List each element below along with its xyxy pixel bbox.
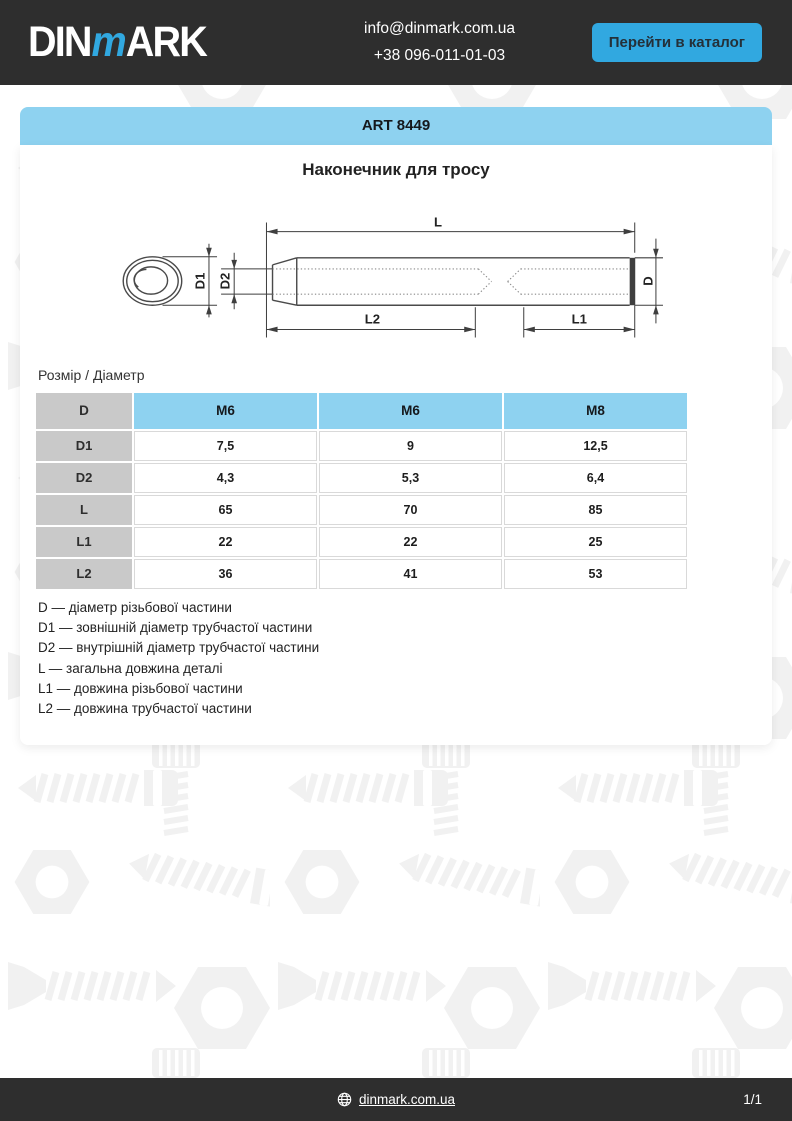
legend-line-L: L — загальна довжина деталі	[38, 660, 223, 676]
hidden-bore-lines	[273, 269, 630, 294]
dim-label-D2: D2	[217, 272, 233, 290]
table-value: 25	[504, 527, 687, 557]
table-value: 9	[319, 431, 502, 461]
footer-site-text: dinmark.com.ua	[358, 1092, 456, 1107]
table-value: 65	[134, 495, 317, 525]
row-label: D2	[36, 463, 132, 493]
table-value: 22	[319, 527, 502, 557]
side-view-body	[273, 258, 630, 305]
dim-label-L: L	[433, 214, 442, 230]
dim-label-L2: L2	[364, 311, 381, 327]
page-indicator: 1/1	[743, 1092, 762, 1107]
row-label: L1	[36, 527, 132, 557]
dimension-arrows	[206, 229, 659, 333]
globe-icon	[337, 1092, 352, 1107]
product-card	[20, 145, 772, 745]
row-label: D1	[36, 431, 132, 461]
logo-m-glyph: m	[91, 18, 125, 66]
table-value: 7,5	[134, 431, 317, 461]
go-to-catalog-button[interactable]: Перейти в каталог	[592, 23, 762, 62]
dinmark-logo	[28, 17, 206, 67]
product-title: Наконечник для тросу	[302, 160, 490, 179]
legend-line-L2: L2 — довжина трубчастої частини	[38, 701, 252, 717]
header-bar	[0, 0, 792, 85]
dim-label-D1: D1	[192, 272, 208, 290]
table-value: 53	[504, 559, 687, 589]
footer-bar	[0, 1078, 792, 1121]
logo-part-din: DIN	[28, 18, 91, 66]
contact-block	[312, 15, 567, 69]
table-header-cell: M8	[504, 393, 687, 429]
dim-label-D: D	[640, 276, 656, 286]
table-header-cell: M6	[319, 393, 502, 429]
table-value: 36	[134, 559, 317, 589]
article-banner: ART 8449	[20, 107, 772, 145]
logo-part-ark: ARK	[125, 18, 206, 66]
table-value: 6,4	[504, 463, 687, 493]
table-value: 12,5	[504, 431, 687, 461]
row-label: L	[36, 495, 132, 525]
dimension-lines	[163, 223, 663, 338]
dim-label-L1: L1	[571, 311, 587, 327]
contact-phone: +38 096-011-01-03	[373, 47, 506, 64]
legend-line-D1: D1 — зовнішній діаметр трубчастої частини	[38, 620, 313, 636]
row-label: L2	[36, 559, 132, 589]
spec-table	[36, 393, 687, 589]
table-corner-cell: D	[36, 393, 132, 429]
table-header-cell: M6	[134, 393, 317, 429]
legend-line-L1: L1 — довжина різьбової частини	[38, 680, 243, 696]
table-value: 41	[319, 559, 502, 589]
legend-line-D: D — діаметр різьбової частини	[38, 600, 232, 615]
front-view-ring	[123, 257, 182, 305]
table-value: 85	[504, 495, 687, 525]
table-value: 22	[134, 527, 317, 557]
footer-site-link[interactable]	[0, 1078, 792, 1121]
table-value: 4,3	[134, 463, 317, 493]
contact-email: info@dinmark.com.ua	[364, 20, 515, 37]
dimension-legend	[38, 598, 319, 719]
rod-end-face	[630, 258, 636, 305]
size-section-label: Розмір / Діаметр	[38, 367, 145, 383]
table-value: 5,3	[319, 463, 502, 493]
table-value: 70	[319, 495, 502, 525]
legend-line-D2: D2 — внутрішній діаметр трубчастої частини	[38, 640, 320, 656]
technical-drawing	[100, 208, 665, 350]
